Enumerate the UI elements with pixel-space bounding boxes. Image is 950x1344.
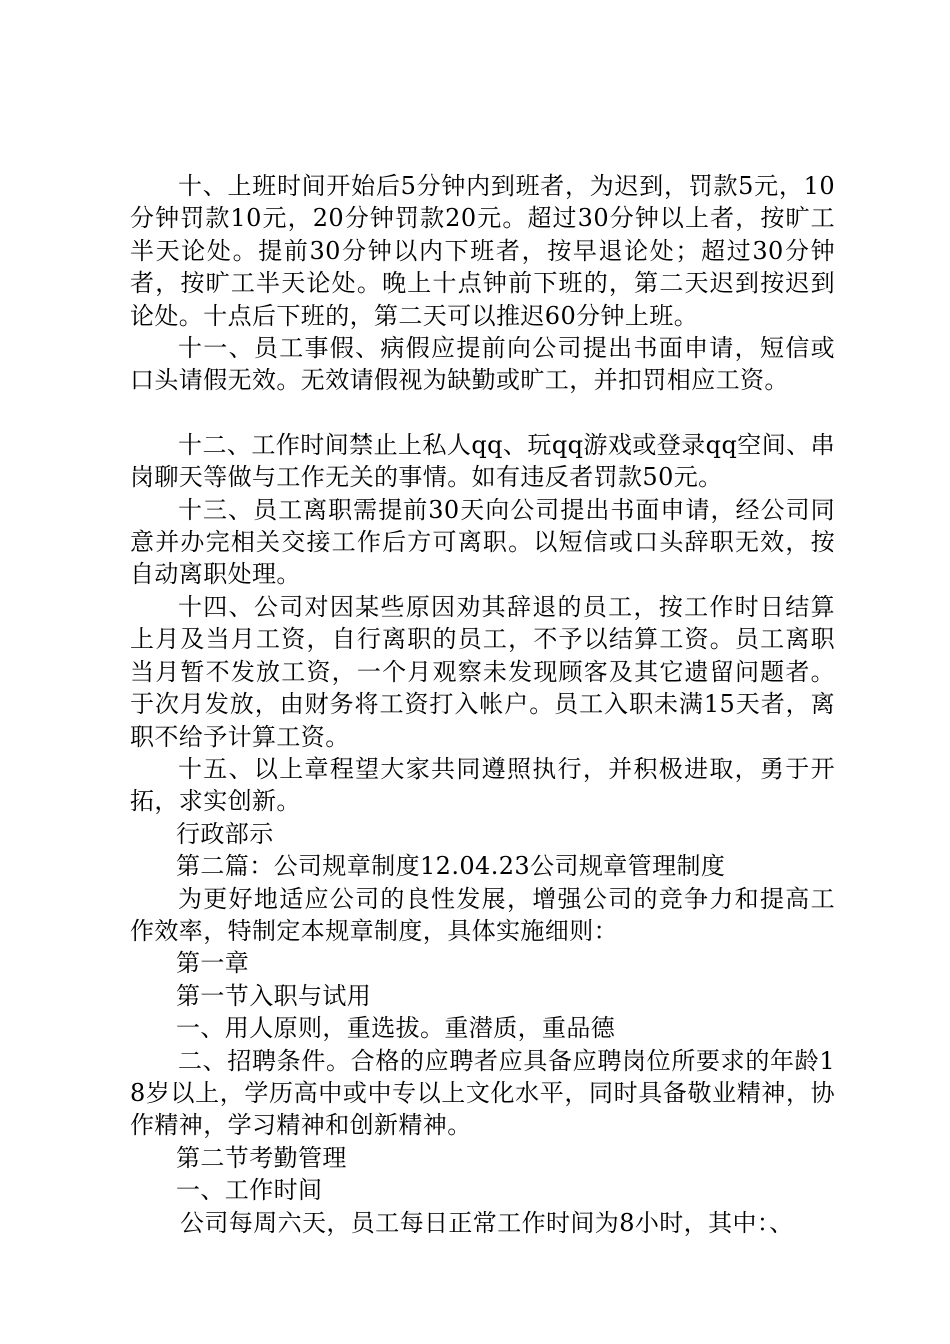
rule-paragraph-10: 十、上班时间开始后5分钟内到班者，为迟到，罚款5元，10分钟罚款10元，20分钟罚款20元。超过30分钟以上者，按旷工半天论处。提前30分钟以内下班者，按早退论处；超过30分钟者，按旷工半天论处。晚上十点钟前下班的，第二天迟到按迟到论处。十点后下班的，第二天可以推迟60分钟上班。 <box>130 172 835 330</box>
rule-paragraph-15: 十五、以上章程望大家共同遵照执行，并积极进取，勇于开拓，求实创新。 <box>130 754 835 816</box>
list-item-work-time: 一、工作时间 <box>176 1176 323 1205</box>
section-title: 第二篇：公司规章制度12.04.23公司规章管理制度 <box>176 852 726 881</box>
rule-paragraph-14: 十四、公司对因某些原因劝其辞退的员工，按工作时日结算上月及当月工资，自行离职的员工，不予以结算工资。员工离职当月暂不发放工资，一个月观察未发现顾客及其它遗留问题者。于次月发放，由财务将工资打入帐户。员工入职未满15天者，离职不给予计算工资。 <box>130 592 835 751</box>
document-page <box>130 170 835 1239</box>
rule-paragraph-11: 十一、员工事假、病假应提前向公司提出书面申请，短信或口头请假无效。无效请假视为缺勤或旷工，并扣罚相应工资。 <box>130 334 835 395</box>
list-item-principle: 一、用人原则，重选拔。重潜质，重品德 <box>176 1014 616 1043</box>
section-heading-1: 第一节入职与试用 <box>176 981 372 1010</box>
rule-paragraph-13: 十三、员工离职需提前30天向公司提出书面申请，经公司同意并办完相关交接工作后方可离职。以短信或口头辞职无效，按自动离职处理。 <box>130 495 835 589</box>
rule-paragraph-12: 十二、工作时间禁止上私人qq、玩qq游戏或登录qq空间、串岗聊天等做与工作无关的事情。如有违反者罚款50元。 <box>130 430 835 492</box>
intro-paragraph: 为更好地适应公司的良性发展，增强公司的竞争力和提高工作效率，特制定本规章制度，具体实施细则： <box>130 884 835 945</box>
section-heading-2: 第二节考勤管理 <box>176 1143 347 1172</box>
signoff: 行政部示 <box>176 819 274 848</box>
list-item-conditions: 二、招聘条件。合格的应聘者应具备应聘岗位所要求的年龄18岁以上，学历高中或中专以上文化水平，同时具备敬业精神，协作精神，学习精神和创新精神。 <box>130 1046 835 1140</box>
chapter-heading: 第一章 <box>176 949 250 978</box>
work-time-paragraph: 公司每周六天，员工每日正常工作时间为8小时，其中：、 <box>180 1208 794 1237</box>
